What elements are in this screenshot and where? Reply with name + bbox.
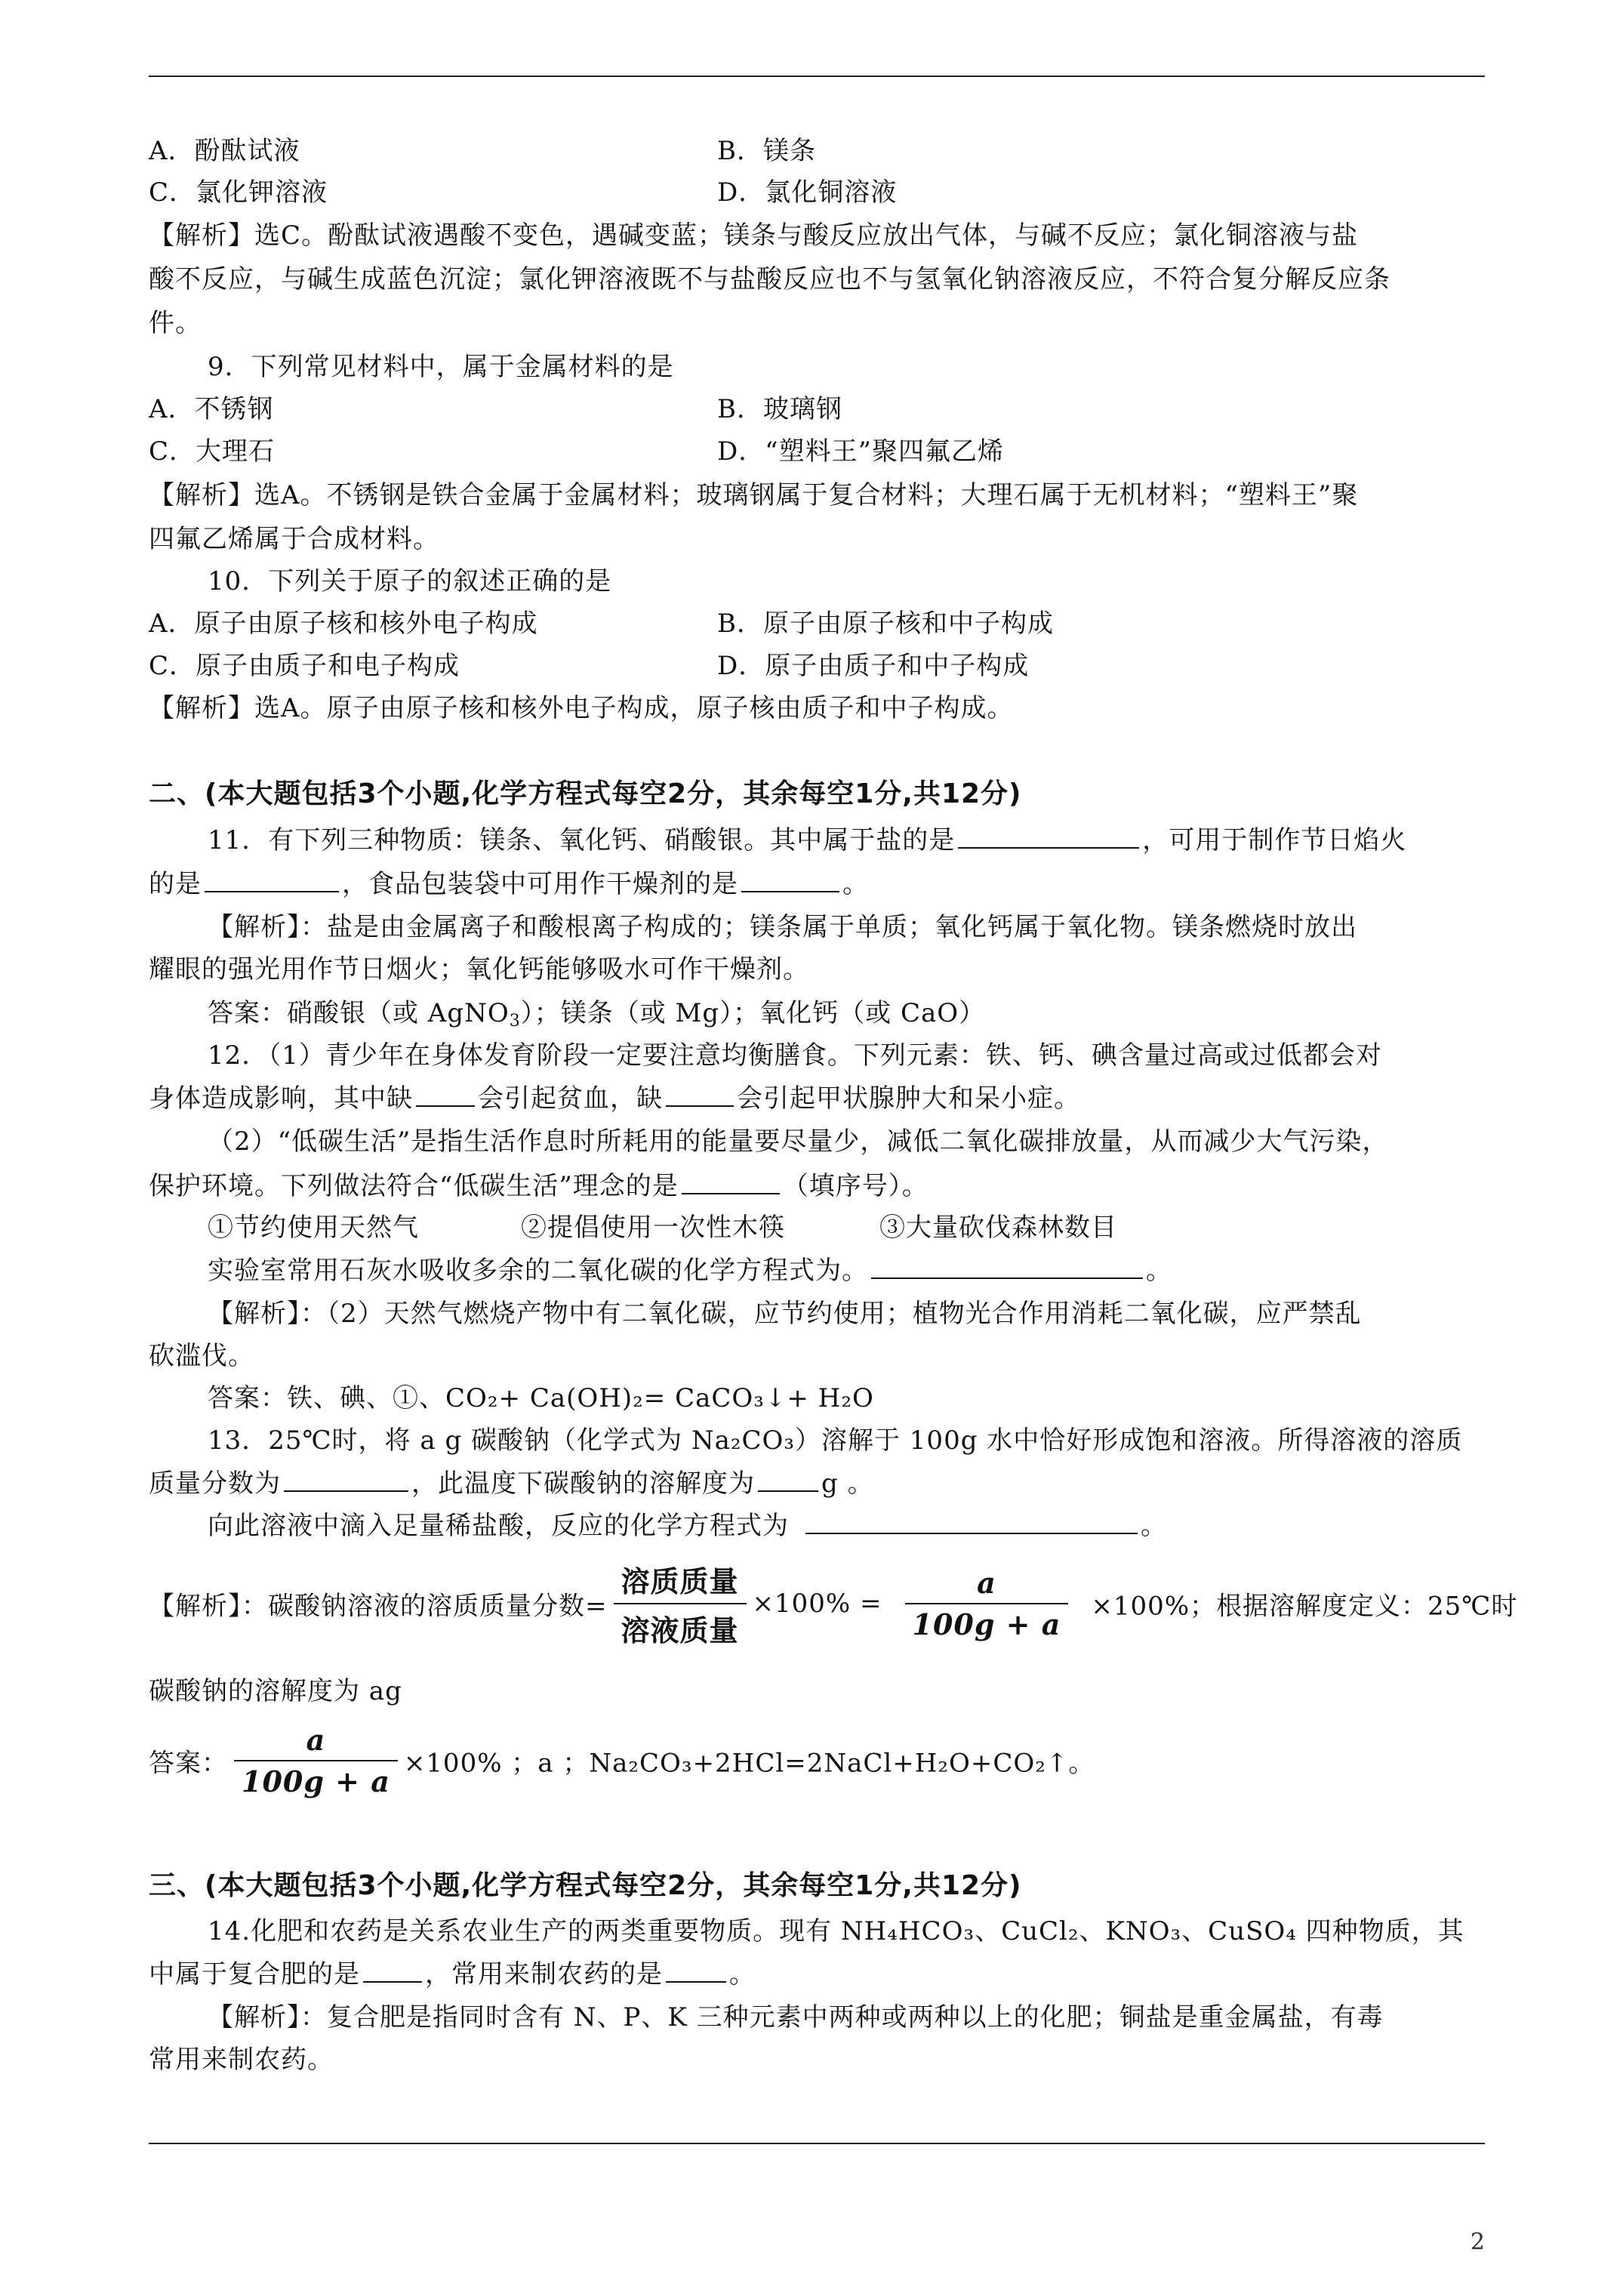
q8-option-d: D．氯化铜溶液: [717, 177, 898, 208]
q9-option-a: A．不锈钢: [149, 394, 274, 424]
q11-text-b: ，可用于制作节日焰火: [1142, 825, 1407, 855]
q8-analysis-line3: 件。: [149, 308, 202, 338]
q13-analysis-formula: [149, 1558, 1517, 1649]
q12-option-2: ②提倡使用一次性木筷: [521, 1213, 785, 1243]
q14-line2: [149, 1959, 756, 1989]
q12-text-c: 会引起甲状腺肿大和呆小症。: [737, 1083, 1080, 1114]
q8-analysis-line1: 【解析】选C。酚酞试液遇酸不变色，遇碱变蓝；镁条与酸反应放出气体，与碱不反应；氯化铜溶液与盐: [149, 220, 1359, 251]
q9-option-d: D．“塑料王”聚四氟乙烯: [717, 436, 1005, 467]
q13-blank-2: [758, 1468, 818, 1492]
q13-answer-numerator: a: [234, 1723, 398, 1761]
q12-line3: （2）“低碳生活”是指生活作息时所耗用的能量要尽量少，减低二氧化碳排放量，从而减少大气污染，: [208, 1126, 1389, 1157]
q13-analysis-fraction-1: [614, 1558, 747, 1649]
q13-blank-3: [805, 1510, 1138, 1534]
page-number: 2: [1470, 2229, 1485, 2255]
q9-analysis-line1: 【解析】选A。不锈钢是铁合金属于金属材料；玻璃钢属于复合材料；大理石属于无机材料；“塑料王”聚: [149, 480, 1359, 510]
footer-rule: [149, 2143, 1485, 2144]
q8-option-a: A．酚酞试液: [149, 136, 300, 166]
q9-analysis-line2: 四氟乙烯属于合成材料。: [149, 524, 439, 554]
q12-blank-1: [416, 1083, 475, 1107]
q14-text-a: 中属于复合肥的是: [149, 1959, 360, 1989]
q12-option-1: ①节约使用天然气: [208, 1213, 419, 1243]
q13-fraction-2-numerator: a: [905, 1566, 1069, 1604]
q10-option-c: C．原子由质子和电子构成: [149, 651, 460, 681]
q12-text-a: 身体造成影响，其中缺: [149, 1083, 413, 1114]
q11-answer-b: ）；镁条（或 Mg）；氧化钙（或 CaO）: [520, 998, 986, 1028]
q11-blank-2: [205, 868, 339, 892]
q12-line2: [149, 1083, 1080, 1114]
q11-text-c: 的是: [149, 869, 202, 899]
q13-answer-text-a: 答案：: [149, 1748, 228, 1779]
q10-analysis: 【解析】选A。原子由原子核和核外电子构成，原子核由质子和中子构成。: [149, 693, 1014, 723]
q8-option-c: C．氯化钾溶液: [149, 177, 328, 208]
q14-analysis-line1: 【解析】：复合肥是指同时含有 N、P、K 三种元素中两种或两种以上的化肥；铜盐是重金属盐，有毒: [208, 2002, 1384, 2032]
q10-stem: 10．下列关于原子的叙述正确的是: [208, 566, 612, 596]
q13-answer-denominator: 100g + a: [242, 1764, 390, 1798]
q13-text-a: 质量分数为: [149, 1469, 281, 1499]
q13-blank-1: [284, 1468, 408, 1492]
q10-option-a: A．原子由原子核和核外电子构成: [149, 609, 538, 639]
q13-text-b: ，此温度下碳酸钠的溶解度为: [411, 1469, 755, 1499]
q9-option-b: B．玻璃钢: [717, 394, 842, 424]
q12-text-g: 。: [1146, 1256, 1172, 1286]
q10-option-b: B．原子由原子核和中子构成: [717, 609, 1054, 639]
header-rule: [149, 76, 1485, 77]
q13-text-e: 。: [1141, 1511, 1167, 1541]
q13-line2: [149, 1468, 874, 1499]
q12-option-3: ③大量砍伐森林数目: [879, 1213, 1117, 1243]
q14-text-c: 。: [729, 1959, 756, 1989]
q12-blank-3: [682, 1170, 780, 1194]
q14-blank-2: [666, 1959, 726, 1983]
section-2-heading: 二、(本大题包括3个小题,化学方程式每空2分，其余每空1分,共12分): [149, 778, 1022, 809]
q11-line2: [149, 868, 869, 899]
q11-text-e: 。: [842, 869, 869, 899]
q12-blank-4: [871, 1255, 1143, 1279]
q13-answer-text-b: ×100% ；a ；Na₂CO₃+2HCl=2NaCl+H₂O+CO₂↑。: [403, 1748, 1095, 1779]
q13-analysis-fraction-2: [905, 1566, 1069, 1641]
q9-stem: 9．下列常见材料中，属于金属材料的是: [208, 352, 674, 382]
q13-answer-fraction: [234, 1723, 398, 1798]
q9-option-c: C．大理石: [149, 436, 276, 467]
q13-line3: [208, 1510, 1167, 1541]
q12-text-f: 实验室常用石灰水吸收多余的二氧化碳的化学方程式为。: [208, 1256, 868, 1286]
q12-answer: 答案：铁、碘、①、CO₂+ Ca(OH)₂= CaCO₃↓+ H₂O: [208, 1383, 874, 1413]
q10-option-d: D．原子由质子和中子构成: [717, 651, 1030, 681]
q11-answer: [208, 998, 985, 1037]
q12-analysis-line1: 【解析】：（2）天然气燃烧产物中有二氧化碳，应节约使用；植物光合作用消耗二氧化碳，应严禁乱: [208, 1299, 1362, 1329]
q13-fraction-1-numerator: 溶质质量: [614, 1558, 747, 1604]
q12-line4: [149, 1170, 929, 1201]
q14-analysis-line2: 常用来制农药。: [149, 2045, 334, 2075]
q14-line1: 14.化肥和农药是关系农业生产的两类重要物质。现有 NH₄HCO₃、CuCl₂、KNO₃、CuSO₄ 四种物质，其: [208, 1916, 1464, 1946]
q11-blank-3: [741, 868, 839, 892]
q11-line1: [208, 824, 1406, 855]
q13-fraction-2-denominator: 100g + a: [912, 1607, 1061, 1641]
section-3-heading: 三、(本大题包括3个小题,化学方程式每空2分，其余每空1分,共12分): [149, 1870, 1022, 1901]
q12-analysis-line2: 砍滥伐。: [149, 1341, 254, 1371]
q12-line5: [208, 1255, 1172, 1286]
q12-text-e: （填序号）。: [782, 1171, 929, 1201]
q14-text-b: ，常用来制农药的是: [425, 1959, 663, 1989]
q11-text-a: 11．有下列三种物质：镁条、氧化钙、硝酸银。其中属于盐的是: [208, 825, 956, 855]
q12-line1: 12．（1）青少年在身体发育阶段一定要注意均衡膳食。下列元素：铁、钙、碘含量过高或过低都会对: [208, 1040, 1382, 1071]
q13-text-d: 向此溶液中滴入足量稀盐酸，反应的化学方程式为: [208, 1511, 789, 1541]
q11-analysis-line1: 【解析】：盐是由金属离子和酸根离子构成的；镁条属于单质；氧化钙属于氧化物。镁条燃烧时放出: [208, 912, 1357, 942]
q11-answer-sub: 3: [509, 1012, 521, 1031]
q13-analysis-text-b: ×100% =: [752, 1589, 882, 1619]
q13-analysis-text-c: ×100%；根据溶解度定义：25℃时: [1091, 1591, 1518, 1622]
q12-text-b: 会引起贫血，缺: [478, 1083, 663, 1114]
q13-answer: [149, 1723, 1095, 1798]
q13-line1: 13．25℃时，将 a g 碳酸钠（化学式为 Na₂CO₃）溶解于 100g 水中恰好形成饱和溶液。所得溶液的溶质: [208, 1425, 1463, 1456]
q11-answer-a: 答案：硝酸银（或 AgNO: [208, 998, 510, 1028]
q11-blank-1: [958, 824, 1139, 849]
q13-fraction-1-denominator: 溶液质量: [621, 1614, 739, 1647]
q8-analysis-line2: 酸不反应，与碱生成蓝色沉淀；氯化钾溶液既不与盐酸反应也不与氢氧化钠溶液反应，不符合复分解反应条: [149, 264, 1390, 294]
q12-text-d: 保护环境。下列做法符合“低碳生活”理念的是: [149, 1171, 679, 1201]
q8-option-b: B．镁条: [717, 136, 816, 166]
q13-analysis-text-a: 【解析】：碳酸钠溶液的溶质质量分数=: [149, 1591, 608, 1622]
q13-analysis-line2: 碳酸钠的溶解度为 ag: [149, 1676, 402, 1706]
q13-text-c: g 。: [821, 1469, 874, 1499]
q11-text-d: ，食品包装袋中可用作干燥剂的是: [342, 869, 738, 899]
q12-blank-2: [666, 1083, 734, 1107]
q11-analysis-line2: 耀眼的强光用作节日烟火；氧化钙能够吸水可作干燥剂。: [149, 954, 809, 985]
q14-blank-1: [363, 1959, 422, 1983]
